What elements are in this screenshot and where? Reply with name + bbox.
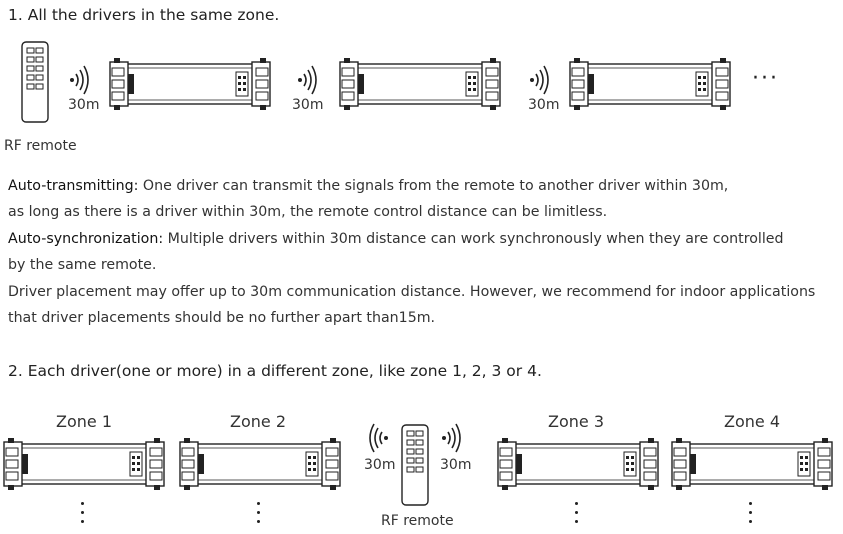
zone-3-label: Zone 3 [548,412,604,431]
more-drivers-dots [80,502,86,529]
zone-1-label: Zone 1 [56,412,112,431]
section2-remote-label: RF remote [381,513,454,529]
signal-waves-left-icon [364,426,388,452]
rf-remote-icon [402,425,428,505]
zone-4-label: Zone 4 [724,412,780,431]
auto-synchronization-term: Auto-synchronization: [8,231,164,247]
signal-waves-icon [442,426,466,452]
continuation-ellipsis: ··· [752,66,779,91]
auto-transmitting-term: Auto-transmitting: [8,178,139,194]
signal-waves-icon [298,68,322,94]
description-line-1 [8,173,728,200]
driver-icon [672,438,832,490]
description-line-2: as long as there is a driver within 30m, the remote control distance can be limitless. [8,204,608,220]
driver-icon [110,58,270,110]
more-drivers-dots [574,502,580,529]
driver-icon [498,438,658,490]
distance-label-1: 30m [68,97,100,113]
auto-transmitting-text: One driver can transmit the signals from the remote to another driver within 30m, [138,178,729,194]
distance-label-3: 30m [528,97,560,113]
description-line-6: that driver placements should be no further apart than15m. [8,310,436,326]
driver-icon [570,58,730,110]
zone-2-label: Zone 2 [230,412,286,431]
driver-icon [340,58,500,110]
signal-waves-icon [70,68,94,94]
description-line-3 [8,226,784,253]
rf-remote-icon [22,42,48,122]
more-drivers-dots [256,502,262,529]
zone-distance-right: 30m [440,457,472,473]
section2-heading: 2. Each driver(one or more) in a different zone, like zone 1, 2, 3 or 4. [8,362,542,380]
distance-label-2: 30m [292,97,324,113]
description-line-4: by the same remote. [8,257,157,273]
driver-icon [4,438,164,490]
zone-distance-left: 30m [364,457,396,473]
driver-icon [180,438,340,490]
auto-synchronization-text: Multiple drivers within 30m distance can work synchronously when they are controlled [163,231,784,247]
more-drivers-dots [748,502,754,529]
description-line-5: Driver placement may offer up to 30m communication distance. However, we recommend for indoor applications [8,284,816,300]
section1-remote-label: RF remote [4,138,77,154]
signal-waves-icon [530,68,554,94]
section1-heading: 1. All the drivers in the same zone. [8,6,280,24]
